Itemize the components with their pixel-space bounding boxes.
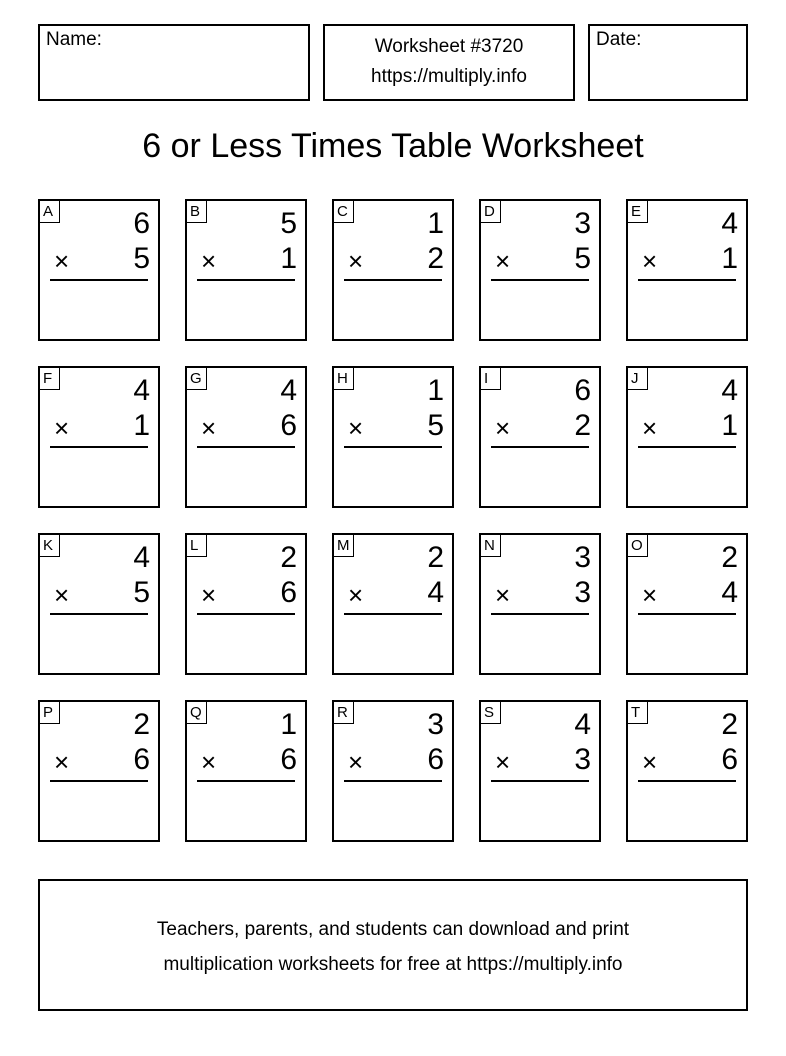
problem-cell[interactable] xyxy=(332,533,454,675)
problem-cell[interactable] xyxy=(626,700,748,842)
multiplier: 4 xyxy=(427,576,444,609)
multiplier: 1 xyxy=(133,409,150,442)
problem-cell[interactable] xyxy=(38,700,160,842)
times-symbol: × xyxy=(495,413,511,443)
answer-line xyxy=(344,780,442,782)
answer-line xyxy=(638,780,736,782)
problem-cell[interactable] xyxy=(626,366,748,508)
multiplier: 6 xyxy=(133,743,150,776)
problem-cell[interactable] xyxy=(185,700,307,842)
times-symbol: × xyxy=(348,747,364,777)
name-box[interactable] xyxy=(38,24,310,101)
multiplier: 3 xyxy=(574,576,591,609)
multiplicand: 2 xyxy=(721,541,738,574)
answer-line xyxy=(344,613,442,615)
multiplicand: 4 xyxy=(280,374,297,407)
times-symbol: × xyxy=(642,580,658,610)
multiplier: 4 xyxy=(721,576,738,609)
multiplier: 1 xyxy=(721,242,738,275)
multiplicand: 4 xyxy=(574,708,591,741)
problem-letter: R xyxy=(334,702,354,724)
problem-letter: A xyxy=(40,201,60,223)
problem-cell[interactable] xyxy=(332,366,454,508)
problem-cell[interactable] xyxy=(479,199,601,341)
multiplicand: 6 xyxy=(574,374,591,407)
problem-cell[interactable] xyxy=(185,533,307,675)
answer-line xyxy=(491,780,589,782)
answer-line xyxy=(491,279,589,281)
multiplicand: 3 xyxy=(574,541,591,574)
problem-cell[interactable] xyxy=(626,533,748,675)
answer-line xyxy=(491,613,589,615)
times-symbol: × xyxy=(348,413,364,443)
times-symbol: × xyxy=(642,747,658,777)
multiplicand: 2 xyxy=(427,541,444,574)
multiplier: 1 xyxy=(280,242,297,275)
problem-letter: P xyxy=(40,702,60,724)
answer-line xyxy=(197,446,295,448)
problem-letter: H xyxy=(334,368,354,390)
problem-cell[interactable] xyxy=(38,199,160,341)
times-symbol: × xyxy=(201,747,217,777)
problem-letter: N xyxy=(481,535,501,557)
times-symbol: × xyxy=(642,413,658,443)
problem-cell[interactable] xyxy=(185,366,307,508)
multiplicand: 2 xyxy=(133,708,150,741)
answer-line xyxy=(344,279,442,281)
times-symbol: × xyxy=(642,246,658,276)
problem-cell[interactable] xyxy=(479,700,601,842)
problem-letter: F xyxy=(40,368,60,390)
multiplier: 2 xyxy=(427,242,444,275)
multiplicand: 2 xyxy=(280,541,297,574)
problem-letter: B xyxy=(187,201,207,223)
multiplicand: 3 xyxy=(574,207,591,240)
problem-letter: L xyxy=(187,535,207,557)
times-symbol: × xyxy=(348,580,364,610)
problem-cell[interactable] xyxy=(626,199,748,341)
problem-letter: K xyxy=(40,535,60,557)
multiplicand: 3 xyxy=(427,708,444,741)
multiplicand: 5 xyxy=(280,207,297,240)
problem-letter: M xyxy=(334,535,354,557)
times-symbol: × xyxy=(495,747,511,777)
answer-line xyxy=(197,279,295,281)
multiplicand: 1 xyxy=(427,207,444,240)
problem-cell[interactable] xyxy=(332,199,454,341)
multiplicand: 4 xyxy=(133,374,150,407)
answer-line xyxy=(344,446,442,448)
times-symbol: × xyxy=(54,747,70,777)
multiplier: 3 xyxy=(574,743,591,776)
problem-cell[interactable] xyxy=(332,700,454,842)
problem-letter: D xyxy=(481,201,501,223)
worksheet-id: Worksheet #3720 xyxy=(374,36,524,57)
date-box[interactable] xyxy=(588,24,748,101)
multiplier: 6 xyxy=(427,743,444,776)
footer-box xyxy=(38,879,748,1011)
times-symbol: × xyxy=(54,246,70,276)
page-title: 6 or Less Times Table Worksheet xyxy=(142,127,644,165)
multiplier: 6 xyxy=(721,743,738,776)
answer-line xyxy=(50,279,148,281)
times-symbol: × xyxy=(348,246,364,276)
multiplicand: 4 xyxy=(133,541,150,574)
times-symbol: × xyxy=(495,580,511,610)
times-symbol: × xyxy=(201,580,217,610)
times-symbol: × xyxy=(54,580,70,610)
multiplier: 5 xyxy=(133,242,150,275)
problem-letter: G xyxy=(187,368,207,390)
problem-letter: E xyxy=(628,201,648,223)
problem-letter: J xyxy=(628,368,648,390)
multiplicand: 1 xyxy=(427,374,444,407)
multiplicand: 2 xyxy=(721,708,738,741)
problem-letter: C xyxy=(334,201,354,223)
answer-line xyxy=(638,613,736,615)
multiplier: 1 xyxy=(721,409,738,442)
worksheet-url: https://multiply.info xyxy=(371,66,527,87)
problem-letter: T xyxy=(628,702,648,724)
problem-letter: S xyxy=(481,702,501,724)
worksheet-info-box xyxy=(323,24,575,101)
multiplier: 5 xyxy=(133,576,150,609)
multiplicand: 1 xyxy=(280,708,297,741)
multiplier: 5 xyxy=(427,409,444,442)
problem-cell[interactable] xyxy=(185,199,307,341)
multiplicand: 4 xyxy=(721,207,738,240)
answer-line xyxy=(491,446,589,448)
multiplier: 5 xyxy=(574,242,591,275)
answer-line xyxy=(197,613,295,615)
problem-cell[interactable] xyxy=(38,533,160,675)
times-symbol: × xyxy=(201,413,217,443)
multiplier: 2 xyxy=(574,409,591,442)
problem-letter: I xyxy=(481,368,501,390)
answer-line xyxy=(50,780,148,782)
multiplier: 6 xyxy=(280,743,297,776)
times-symbol: × xyxy=(495,246,511,276)
problem-cell[interactable] xyxy=(38,366,160,508)
times-symbol: × xyxy=(201,246,217,276)
problem-cell[interactable] xyxy=(479,533,601,675)
date-label: Date: xyxy=(596,29,642,50)
answer-line xyxy=(638,446,736,448)
times-symbol: × xyxy=(54,413,70,443)
answer-line xyxy=(197,780,295,782)
problem-letter: O xyxy=(628,535,648,557)
answer-line xyxy=(50,446,148,448)
problem-cell[interactable] xyxy=(479,366,601,508)
answer-line xyxy=(638,279,736,281)
multiplicand: 4 xyxy=(721,374,738,407)
footer-line-1: Teachers, parents, and students can download and print xyxy=(156,919,630,940)
footer-line-2: multiplication worksheets for free at https://multiply.info xyxy=(163,954,623,975)
multiplicand: 6 xyxy=(133,207,150,240)
name-label: Name: xyxy=(46,29,102,50)
multiplier: 6 xyxy=(280,409,297,442)
problem-letter: Q xyxy=(187,702,207,724)
answer-line xyxy=(50,613,148,615)
multiplier: 6 xyxy=(280,576,297,609)
